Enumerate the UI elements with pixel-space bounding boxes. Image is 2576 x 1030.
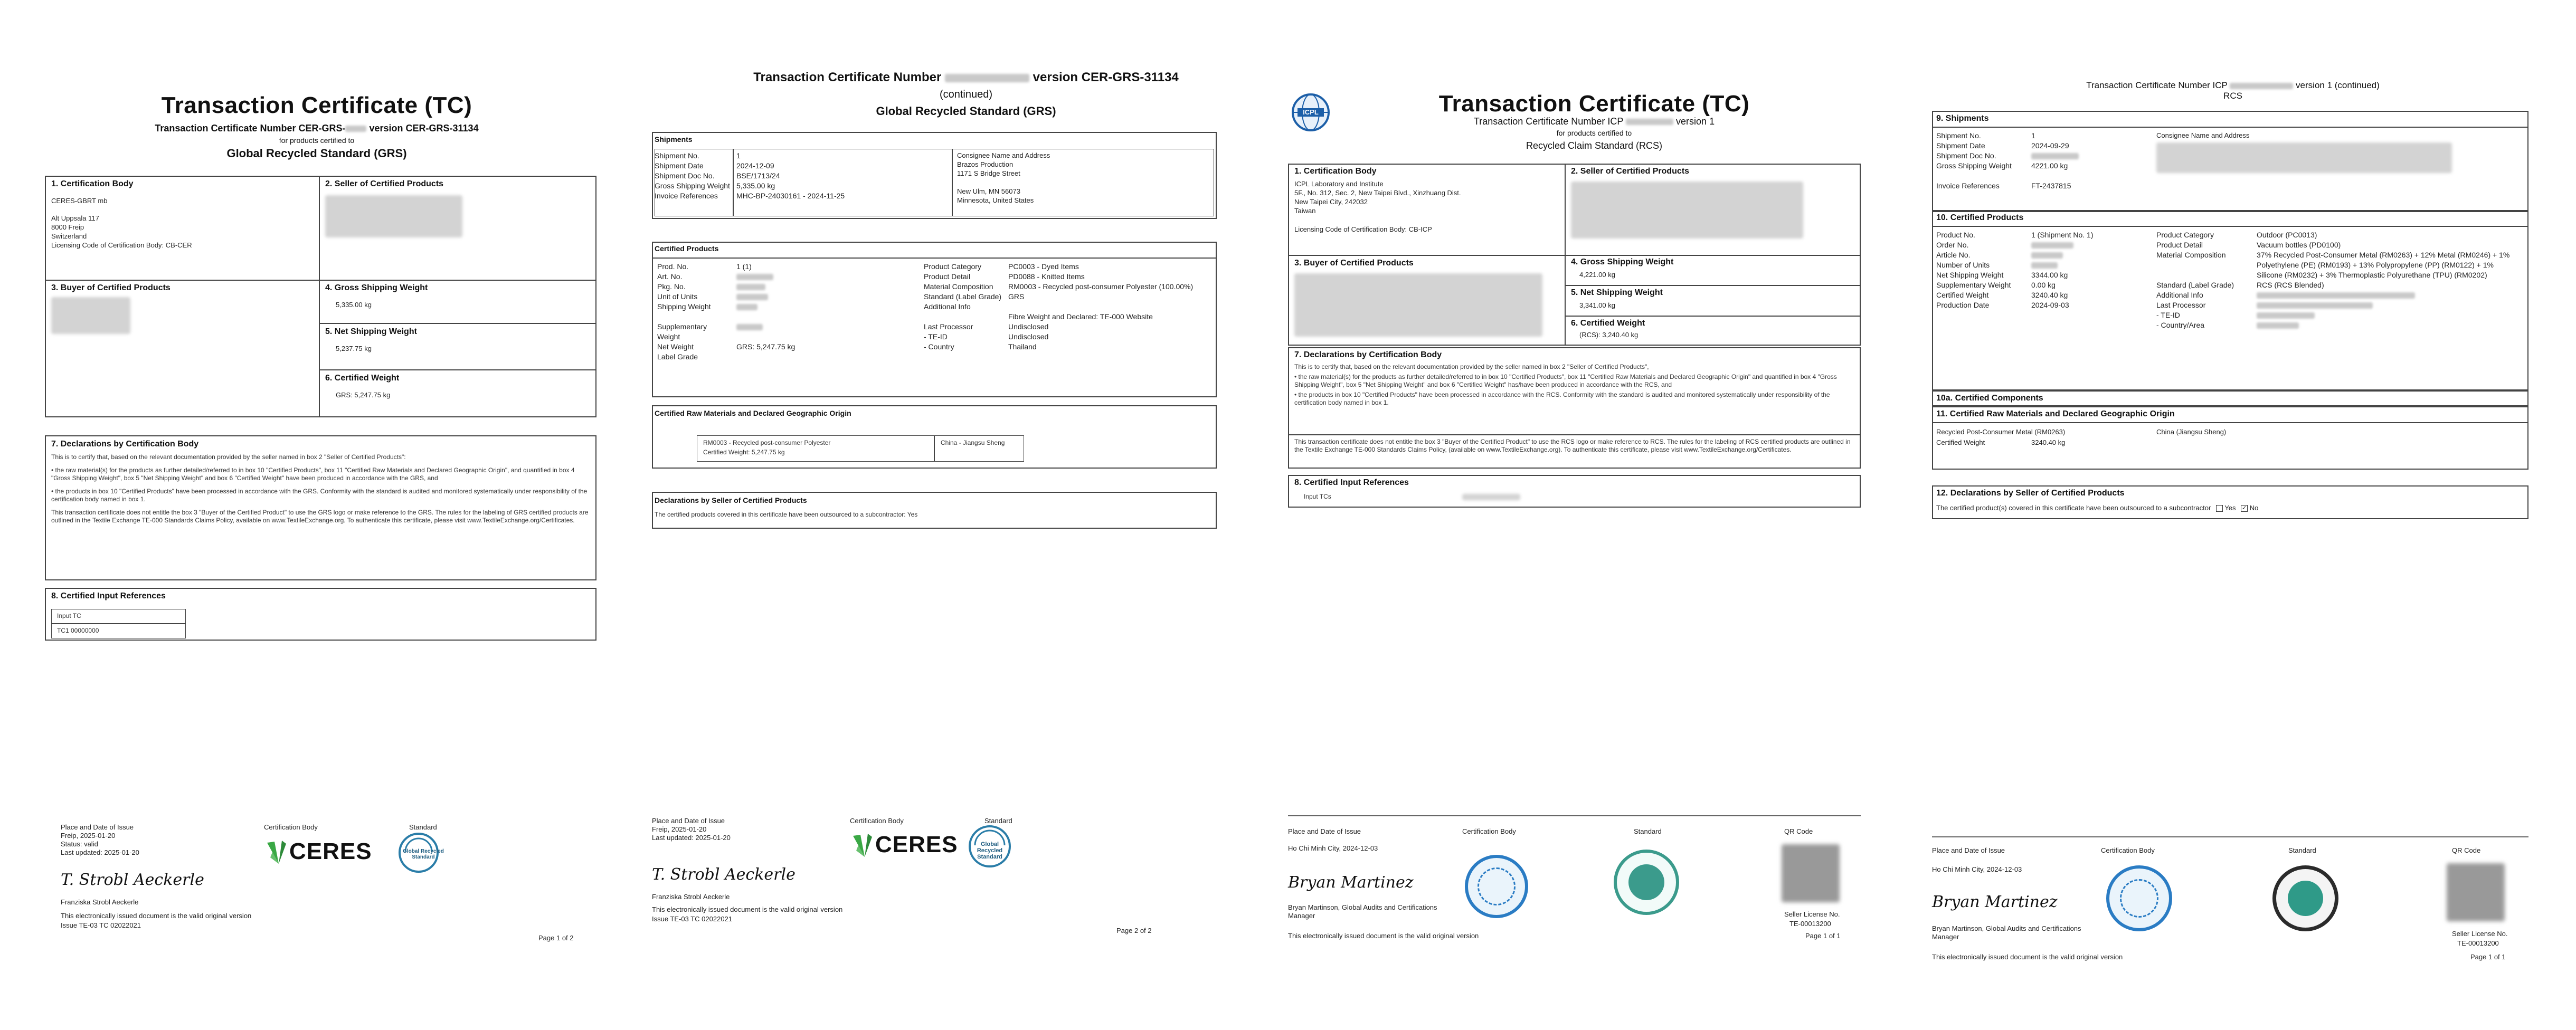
raw-material-origin: China (Jiangsu Sheng) (2156, 428, 2227, 436)
table-row: Shipment Date 2024-12-09 (655, 161, 774, 170)
box2-title: 2. Seller of Certified Products (325, 179, 444, 188)
grs-logo (963, 824, 1016, 869)
shipment-rows (655, 151, 850, 201)
seller-declarations-text: The certified products covered in this certificate have been outsourced to a subcontractor: Yes (655, 511, 918, 518)
table-row: Shipment Doc No. (1936, 151, 2084, 161)
table-row: Production Date 2024-09-03 (1936, 301, 2069, 309)
table-row: Number of Units (1936, 260, 2099, 270)
components-title: 10a. Certified Components (1936, 394, 2043, 403)
certified-weight-value: GRS: 5,247.75 kg (336, 391, 391, 399)
declaration-paragraph: This transaction certificate does not entitle the box 3 "Buyer of the Certified Product" to use the GRS logo or make reference to the GRS. The rules for the labeling of GRS certified products are outlined in the Textile Exchange TE-000 Standards Claims Policy, available on www.TextileExchange.org. To authenticate this certificate, please visit www.TextileExchange.org/Certificates. (51, 509, 589, 524)
cb-label: Certification Body (2101, 846, 2155, 854)
table-row: Prod. No. 1 (1) (657, 262, 752, 271)
table-row: Product No. 1 (Shipment No. 1) (1936, 231, 2094, 239)
declaration-paragraph: • the raw material(s) for the products as further detailed/referred to in box 10 "Certified Products", box 11 "Certified Raw Materials and Declared Geographic Origin", and quantified in box 4 "Gross Shipping Weight", box 5 "Net Shipping Weight" and box 6 "Certified Weight" have been produced in accordance with the GRS, and (51, 466, 575, 482)
template-ref: Issue TE-03 TC 02022021 (652, 915, 733, 923)
gross-weight-value: 4,221.00 kg (1579, 271, 1615, 279)
table-row: Gross Shipping Weight 4221.00 kg (1936, 161, 2068, 170)
certification-body-box (1294, 167, 1558, 234)
grs-logo-text: Global Recycled Standard (977, 841, 1003, 860)
certified-to-label: for products certified to (1556, 129, 1632, 137)
page-title: Transaction Certificate Number ICP version 1 (continued) (2086, 80, 2380, 90)
table-row: Last Processor (2156, 300, 2523, 310)
table-row: Shipment Doc No. BSE/1713/24 (655, 171, 780, 180)
input-references-content (51, 592, 166, 601)
standard-label: Standard (2288, 846, 2316, 854)
raw-material-name: RM0003 - Recycled post-consumer Polyester (703, 439, 831, 446)
consignee-label: Consignee Name and Address (957, 151, 1050, 159)
table-row: Invoice References MHC-BP-24030161 - 2024-11-25 (655, 192, 845, 200)
status-text: Status: valid (61, 840, 98, 848)
rcs-recycle-icon (1614, 850, 1679, 915)
template-ref: Issue TE-03 TC 02022021 (61, 921, 141, 929)
standard-name: Global Recycled Standard (GRS) (226, 147, 407, 160)
box4-title: 4. Gross Shipping Weight (1571, 258, 1674, 266)
table-row: Additional Info (2156, 290, 2523, 300)
certified-weight-box (1571, 319, 1645, 339)
box5-title: 5. Net Shipping Weight (1571, 288, 1663, 297)
table-row: Shipping Weight (657, 302, 800, 312)
box1-code: Licensing Code of Certification Body: CB-ICP (1294, 225, 1432, 233)
table-row: Fibre Weight and Declared: TE-000 Website (1008, 312, 1153, 321)
table-row: Article No. (1936, 250, 2099, 260)
tc-page-1 (0, 0, 644, 1030)
updated-text: Last updated: 2025-01-20 (652, 834, 731, 842)
box1-line: Switzerland (51, 232, 87, 240)
ceres-logo (263, 836, 374, 868)
raw-materials-title: 11. Certified Raw Materials and Declared Geographic Origin (1936, 409, 2175, 418)
table-row: Standard (Label Grade) GRS (924, 292, 1025, 301)
box1-line: CERES-GBRT mb (51, 197, 108, 205)
table-row: - TE-ID Undisclosed (924, 332, 1049, 341)
gross-weight-box (325, 283, 428, 309)
box1-line: Taiwan (1294, 207, 1316, 215)
certified-weight-value: (RCS): 3,240.40 kg (1579, 331, 1639, 339)
buyer-box (51, 283, 310, 293)
certified-products-title: 10. Certified Products (1936, 213, 2024, 222)
box3-title: 3. Buyer of Certified Products (1294, 259, 1414, 268)
gross-weight-value: 5,335.00 kg (336, 301, 372, 309)
table-row: - Country Thailand (924, 342, 1037, 351)
continued-label: (continued) (939, 89, 993, 100)
validity-note: This electronically issued document is the valid original version (1288, 932, 1479, 940)
raw-material-name: Recycled Post-Consumer Metal (RM0263) (1936, 428, 2066, 436)
signature: Bryan Martinez (1932, 893, 2058, 911)
shipment-rows (1936, 131, 2084, 191)
certification-body-box (51, 179, 310, 250)
net-weight-value: 3,341.00 kg (1579, 301, 1615, 309)
box6-title: 6. Certified Weight (1571, 319, 1645, 328)
product-left-col (657, 262, 800, 362)
page-title: Transaction Certificate (TC) (161, 92, 472, 118)
product-right-col (2156, 230, 2523, 330)
qr-label: QR Code (1784, 827, 1813, 835)
box1-line: New Taipei City, 242032 (1294, 198, 1368, 206)
signer-name: Franziska Strobl Aeckerle (652, 893, 730, 901)
table-row: Shipment No. 1 (1936, 131, 2035, 140)
box7-title: 7. Declarations by Certification Body (1294, 350, 1442, 359)
license-label: Seller License No. (2452, 930, 2508, 938)
issue-value: Freip, 2025-01-20 (652, 825, 707, 833)
issue-info (652, 817, 731, 842)
standard-name: RCS (2223, 91, 2242, 101)
grs-logo (395, 832, 442, 874)
table-row: Art. No. (657, 272, 800, 282)
box4-title: 4. Gross Shipping Weight (325, 283, 428, 292)
table-row: Label Grade (657, 352, 698, 361)
redacted-consignee (2156, 142, 2452, 173)
raw-materials-title: Certified Raw Materials and Declared Geographic Origin (655, 409, 851, 417)
box6-title: 6. Certified Weight (325, 374, 400, 383)
box8-title: 8. Certified Input References (1294, 478, 1409, 487)
certified-products-title: Certified Products (655, 244, 719, 253)
page-title: Transaction Certificate Number version CER-GRS-31134 (753, 70, 1179, 84)
table-row: Gross Shipping Weight 5,335.00 kg (655, 182, 775, 190)
qr-code-icon (2447, 863, 2505, 921)
product-right-col (924, 262, 1198, 352)
table-row: Last Processor Undisclosed (924, 322, 1049, 331)
no-label: No (2249, 504, 2259, 512)
table-row: Product Detail Vacuum bottles (PD0100) (2156, 241, 2341, 249)
gross-weight-box (1571, 258, 1673, 279)
box1-line: Alt Uppsala 117 (51, 214, 99, 222)
seller-declarations-text: The certified product(s) covered in this certificate have been outsourced to a subcontractor (1936, 504, 2211, 512)
table-row: Supplementary Weight (657, 322, 800, 342)
issue-value: Ho Chi Minh City, 2024-12-03 (1932, 865, 2022, 873)
raw-weight-label: Certified Weight (1936, 438, 1985, 446)
box1-title: 1. Certification Body (51, 179, 134, 188)
cb-label: Certification Body (850, 817, 904, 825)
input-tc-label: Input TC (57, 612, 81, 619)
tc-page-2 (644, 0, 1288, 1030)
table-row: Shipment Date 2024-09-29 (1936, 141, 2069, 150)
declaration-paragraph: This is to certify that, based on the relevant documentation provided by the seller named in box 2 "Seller of Certified Products": (51, 453, 406, 461)
license-label: Seller License No. (1784, 910, 1840, 918)
redacted-buyer (1294, 273, 1542, 337)
standard-name: Recycled Claim Standard (RCS) (1526, 140, 1663, 151)
box5-title: 5. Net Shipping Weight (325, 327, 417, 336)
page-number: Page 1 of 1 (2470, 953, 2506, 961)
page-number: Page 2 of 2 (1116, 927, 1152, 934)
declarations-content (1294, 350, 1855, 407)
tc-page-3 (1288, 0, 1932, 1030)
box1-line: 5F., No. 312, Sec. 2, New Taipei Blvd., Xinzhuang Dist. (1294, 189, 1461, 197)
consignee-line: Brazos Production (957, 160, 1014, 168)
consignee-block (957, 151, 1050, 205)
shipments-title: Shipments (655, 135, 693, 144)
issue-label: Place and Date of Issue (1932, 846, 2005, 854)
table-row: Net Weight GRS: 5,247.75 kg (657, 342, 795, 351)
ceres-wordmark: CERES (875, 832, 958, 857)
validity-note: This electronically issued document is the valid original version (61, 912, 252, 920)
qr-code-icon (1782, 844, 1840, 902)
standard-label: Standard (409, 823, 437, 831)
icpl-logo (1288, 92, 1333, 132)
page-number: Page 1 of 2 (538, 934, 574, 942)
tc-number-line: Transaction Certificate Number CER-GRS- version CER-GRS-31134 (155, 123, 479, 133)
table-row: Supplementary Weight 0.00 kg (1936, 281, 2056, 289)
issue-info (61, 823, 219, 857)
icpl-seal-icon (2106, 865, 2172, 931)
consignee-line: 1171 S Bridge Street (957, 169, 1020, 177)
rcs-recycle-icon (2272, 865, 2338, 931)
table-row: Material Composition 37% Recycled Post-Consumer Metal (RM0263) + 12% Metal (RM0246) + 1% Polyethylene (PE) (RM0193) + 13% Polypropylene (PP) (RM0122) + 1% Silicone (RM0232) + 3% Thermoplastic Polyurethane (TPU) (RM0202) (2156, 251, 2510, 279)
box1-line: ICPL Laboratory and Institute (1294, 180, 1384, 188)
signature: Bryan Martinez (1288, 873, 1414, 892)
redacted-seller (1571, 182, 1803, 239)
shipments-title: 9. Shipments (1936, 114, 1989, 123)
ceres-wordmark: CERES (289, 838, 372, 864)
signer-name: Bryan Martinson, Global Audits and Certifications Manager (1288, 903, 1437, 920)
seller-declaration-line (1936, 503, 2258, 512)
redacted-seller (325, 195, 462, 237)
table-row: Product Detail PD0088 - Knitted Items (924, 272, 1085, 281)
standard-label: Standard (1634, 827, 1662, 835)
page-title: Transaction Certificate (TC) (1438, 91, 1750, 117)
table-row: Net Shipping Weight 3344.00 kg (1936, 271, 2068, 279)
declaration-paragraph-links[interactable]: This transaction certificate does not entitle the box 3 "Buyer of the Certified Product" to use the RCS logo or make reference to RCS. The rules for the labeling of RCS certified products are outlined in the Textile Exchange TE-000 Standards Claims Policy, (available on www.TextileExchange.org). To authenticate this certificate, please visit www.TextileExchange.org/Certificates. (1294, 438, 1851, 453)
box3-title: 3. Buyer of Certified Products (51, 283, 171, 292)
declaration-paragraph: • the products in box 10 "Certified Products" have been processed in accordance with the GRS. Conformity with the standard is audited and monitored systematically under responsibility of the certification body named in box 1. (51, 488, 588, 503)
standard-label: Standard (984, 817, 1012, 825)
raw-weight-value: 3240.40 kg (2031, 438, 2066, 446)
table-row: Pkg. No. (657, 282, 800, 292)
seller-box (1571, 167, 1856, 176)
table-row: Unit of Units (657, 292, 800, 302)
issue-value: Ho Chi Minh City, 2024-12-03 (1288, 844, 1378, 852)
no-checkbox[interactable]: ✓ (2242, 505, 2247, 512)
box1-line: 8000 Freip (51, 223, 84, 231)
declarations-content (51, 440, 590, 524)
box2-title: 2. Seller of Certified Products (1571, 167, 1690, 176)
certified-weight-box (325, 374, 399, 399)
table-row: - Country/Area (2156, 320, 2523, 330)
validity-note: This electronically issued document is the valid original version (1932, 953, 2123, 961)
license-value: TE-00013200 (2457, 939, 2499, 947)
consignee-line: Minnesota, United States (957, 196, 1034, 204)
seller-box (325, 179, 589, 189)
table-row: Product Category Outdoor (PC0013) (2156, 231, 2317, 239)
table-row: Product Category PC0003 - Dyed Items (924, 262, 1079, 271)
icpl-seal-icon (1465, 855, 1528, 918)
ceres-logo (849, 829, 960, 861)
signer-name: Franziska Strobl Aeckerle (61, 898, 139, 906)
validity-note: This electronically issued document is the valid original version (652, 905, 843, 913)
input-tc-value: TC1 00000000 (57, 627, 99, 634)
product-left-col (1936, 230, 2099, 310)
signer-name: Bryan Martinson, Global Audits and Certifications Manager (1932, 924, 2081, 941)
issue-value: Freip, 2025-01-20 (61, 832, 116, 840)
issue-label: Place and Date of Issue (652, 817, 725, 825)
raw-material-origin: China - Jiangsu Sheng (941, 439, 1005, 446)
cb-label: Certification Body (264, 823, 318, 831)
box1-title: 1. Certification Body (1294, 167, 1377, 176)
icpl-logo-text: ICPL (1303, 108, 1319, 116)
signature: T. Strobl Aeckerle (652, 865, 795, 884)
buyer-box (1294, 259, 1558, 268)
box1-line: Licensing Code of Certification Body: CB-CER (51, 241, 192, 249)
issue-label: Place and Date of Issue (61, 823, 134, 831)
license-value: TE-00013200 (1789, 920, 1831, 928)
table-row: Standard (Label Grade) RCS (RCS Blended) (2156, 281, 2324, 289)
seller-declarations-title: 12. Declarations by Seller of Certified Products (1936, 489, 2125, 498)
cb-label: Certification Body (1462, 827, 1516, 835)
raw-material-weight: Certified Weight: 5,247.75 kg (703, 449, 785, 456)
updated-text: Last updated: 2025-01-20 (61, 848, 139, 856)
consignee-line: New Ulm, MN 56073 (957, 187, 1020, 195)
input-tcs-label: Input TCs (1304, 493, 1331, 500)
tc-page-4 (1932, 0, 2576, 1030)
table-row: Shipment No. 1 (655, 151, 741, 160)
consignee-label: Consignee Name and Address (2156, 131, 2250, 139)
declaration-paragraph: This is to certify that, based on the relevant documentation provided by the seller named in box 2 "Seller of Certified Products", (1294, 363, 1649, 370)
table-row: Additional Info (924, 302, 971, 311)
certified-to-label: for products certified to (279, 136, 355, 145)
table-row: - TE-ID (2156, 310, 2523, 320)
declaration-links[interactable] (1294, 438, 1855, 454)
table-row: Order No. (1936, 240, 2099, 250)
qr-label: QR Code (2452, 846, 2481, 854)
net-weight-box (325, 327, 417, 353)
table-row: Material Composition RM0003 - Recycled post-consumer Polyester (100.00%) (924, 282, 1194, 291)
net-weight-box (1571, 288, 1663, 310)
yes-label: Yes (2224, 504, 2236, 512)
box8-title: 8. Certified Input References (51, 592, 166, 600)
signature: T. Strobl Aeckerle (61, 871, 204, 889)
redacted-buyer (51, 297, 130, 334)
declaration-paragraph: • the products in box 10 "Certified Products" have been processed in accordance with the RCS. Conformity with the standard is audited and monitored systematically under responsibility of the certification body named in box 1. (1294, 391, 1830, 406)
net-weight-value: 5,237.75 kg (336, 345, 372, 352)
seller-declarations-title: Declarations by Seller of Certified Products (655, 496, 807, 504)
yes-checkbox[interactable] (2216, 505, 2223, 512)
page-number: Page 1 of 1 (1805, 932, 1841, 940)
declaration-paragraph: • the raw material(s) for the products as further detailed/referred to in box 10 "Certified Products", box 11 "Certified Raw Materials and Declared Geographic Origin" and quantified in box 4 "Gross Shipping Weight", box 5 "Net Shipping Weight" and box 6 "Certified Weight" has/have been produced in accordance with the RCS, and (1294, 373, 1837, 388)
issue-label: Place and Date of Issue (1288, 827, 1361, 835)
grs-logo-text: Global Recycled Standard (403, 848, 444, 860)
standard-name: Global Recycled Standard (GRS) (876, 104, 1056, 118)
box7-title: 7. Declarations by Certification Body (51, 440, 199, 449)
table-row: Invoice References FT-2437815 (1936, 182, 2071, 190)
table-row: Certified Weight 3240.40 kg (1936, 291, 2068, 299)
redacted-input-tc (1462, 494, 1520, 500)
tc-number-line: Transaction Certificate Number ICP version 1 (1473, 116, 1715, 127)
